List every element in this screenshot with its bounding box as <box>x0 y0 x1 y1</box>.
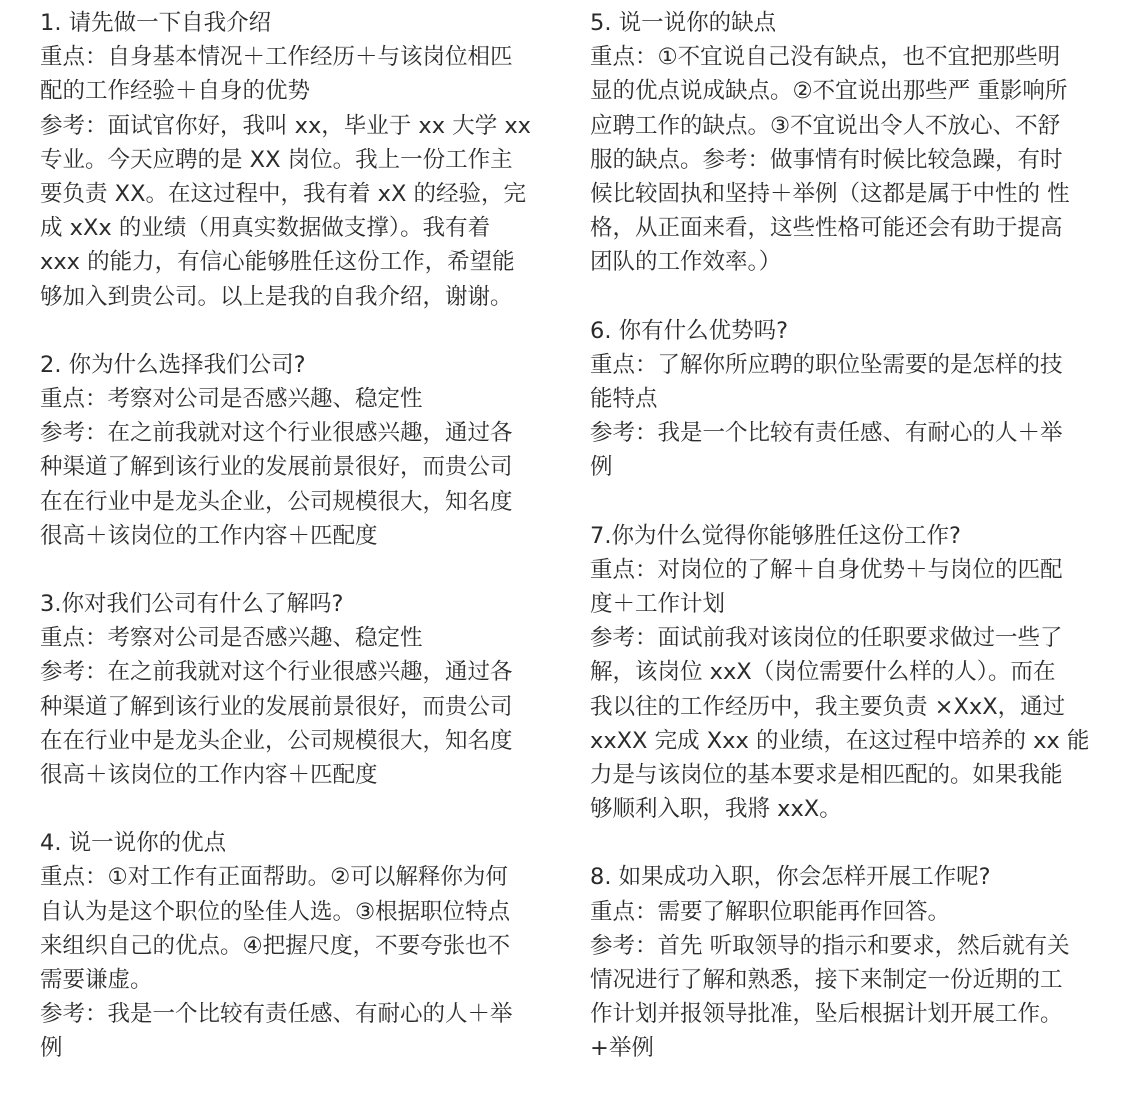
text-line: 自认为是这个职位的坠佳人选。③根据职位特点 <box>40 898 511 925</box>
text-line: 够顺利入职，我將 xxX。 <box>590 796 842 823</box>
text-line: 重点：考察对公司是否感兴趣、稳定性 <box>40 625 423 652</box>
text-line: 在在行业中是龙头企业，公司规模很大，知名度 <box>40 727 513 754</box>
text-line: 参考：面试前我对该岗位的任职要求做过一些了 <box>590 625 1063 652</box>
text-line: 例 <box>590 454 613 481</box>
question-title: 6. 你有什么优势吗? <box>590 317 789 344</box>
qa-section <box>590 860 1120 1065</box>
text-line: 应聘工作的缺点。③不宜说出令人不放心、不舒 <box>590 112 1061 139</box>
text-line: 成 xXx 的业绩（用真实数据做支撑）。我有着 <box>40 215 491 242</box>
text-line: 来组织自己的优点。④把握尺度，不要夸张也不 <box>40 932 511 959</box>
text-line: 重点：自身基本情况＋工作经历＋与该岗位相匹 <box>40 44 513 71</box>
qa-section <box>40 587 570 792</box>
text-line: 度＋工作计划 <box>590 591 726 618</box>
text-line: 要负责 XX。在这过程中，我有着 xX 的经验，完 <box>40 181 527 208</box>
text-line: 能特点 <box>590 386 658 413</box>
qa-section <box>590 6 1120 280</box>
text-line: 重点：①对工作有正面帮助。②可以解释你为何 <box>40 864 508 891</box>
text-line: 参考：我是一个比较有责任感、有耐心的人＋举 <box>590 420 1063 447</box>
text-line: 重点：对岗位的了解＋自身优势＋与岗位的匹配 <box>590 556 1063 583</box>
text-line: 力是与该岗位的基本要求是相匹配的。如果我能 <box>590 762 1063 789</box>
qa-section <box>40 6 570 314</box>
text-line: 参考：在之前我就对这个行业很感兴趣，通过各 <box>40 420 513 447</box>
text-line: 种渠道了解到该行业的发展前景很好，而贵公司 <box>40 454 513 481</box>
text-line: 重点：需要了解职位职能再作回答。 <box>590 898 951 925</box>
left-column <box>40 6 570 1100</box>
text-line: xxx 的能力，有信心能够胜任这份工作，希望能 <box>40 249 515 276</box>
text-line: 重点：了解你所应聘的职位坠需要的是怎样的技 <box>590 351 1063 378</box>
text-line: 情况进行了解和熟悉，接下来制定一份近期的工 <box>590 967 1063 994</box>
text-line: 格，从正面来看，这些性格可能还会有助于提高 <box>590 215 1063 242</box>
qa-section <box>590 519 1120 827</box>
text-line: 需要谦虚。 <box>40 967 153 994</box>
text-line: 参考：在之前我就对这个行业很感兴趣，通过各 <box>40 659 513 686</box>
text-line: 参考：我是一个比较有责任感、有耐心的人＋举 <box>40 1001 513 1028</box>
text-line: 够加入到贵公司。以上是我的自我介绍，谢谢。 <box>40 283 513 310</box>
question-title: 5. 说一说你的缺点 <box>590 10 777 36</box>
text-line: +举例 <box>590 1035 654 1062</box>
text-line: 显的优点说成缺点。②不宜说出那些严 重影响所 <box>590 78 1068 105</box>
text-line: 在在行业中是龙头企业，公司规模很大，知名度 <box>40 488 513 515</box>
text-line: 种渠道了解到该行业的发展前景很好，而贵公司 <box>40 693 513 720</box>
text-line: xxXX 完成 Xxx 的业绩，在这过程中培养的 xx 能 <box>590 727 1090 754</box>
right-column <box>590 6 1120 1100</box>
text-line: 重点：①不宜说自己没有缺点，也不宜把那些明 <box>590 44 1061 71</box>
question-title: 8. 如果成功入职，你会怎样开展工作呢? <box>590 864 991 891</box>
text-line: 重点：考察对公司是否感兴趣、稳定性 <box>40 386 423 413</box>
question-title: 4. 说一说你的优点 <box>40 830 227 857</box>
text-line: 候比较固执和坚持＋举例（这都是属于中性的 性 <box>590 181 1070 208</box>
question-title: 7.你为什么觉得你能够胜任这份工作? <box>590 522 961 549</box>
text-line: 例 <box>40 1035 63 1062</box>
text-line: 解，该岗位 xxX（岗位需要什么样的人）。而在 <box>590 659 1056 686</box>
question-title: 3.你对我们公司有什么了解吗? <box>40 591 344 618</box>
text-line: 配的工作经验＋自身的优势 <box>40 78 311 105</box>
text-line: 团队的工作效率。） <box>590 249 782 276</box>
text-line: 参考：面试官你好，我叫 xx，毕业于 xx 大学 xx <box>40 112 532 139</box>
question-title: 1. 请先做一下自我介绍 <box>40 10 272 36</box>
text-line: 很高＋该岗位的工作内容＋匹配度 <box>40 522 378 549</box>
text-line: 很高＋该岗位的工作内容＋匹配度 <box>40 762 378 789</box>
question-title: 2. 你为什么选择我们公司? <box>40 351 306 378</box>
text-line: 专业。今天应聘的是 XX 岗位。我上一份工作主 <box>40 146 513 173</box>
qa-section <box>590 314 1120 485</box>
qa-section <box>40 348 570 553</box>
text-line: 作计划并报领导批准，坠后根据计划开展工作。 <box>590 1001 1063 1028</box>
qa-section <box>40 826 570 1065</box>
text-line: 服的缺点。参考：做事情有时候比较急躁，有时 <box>590 146 1063 173</box>
text-line: 我以往的工作经历中，我主要负责 ×XxX，通过 <box>590 693 1066 720</box>
text-line: 参考：首先 听取领导的指示和要求，然后就有关 <box>590 932 1070 959</box>
